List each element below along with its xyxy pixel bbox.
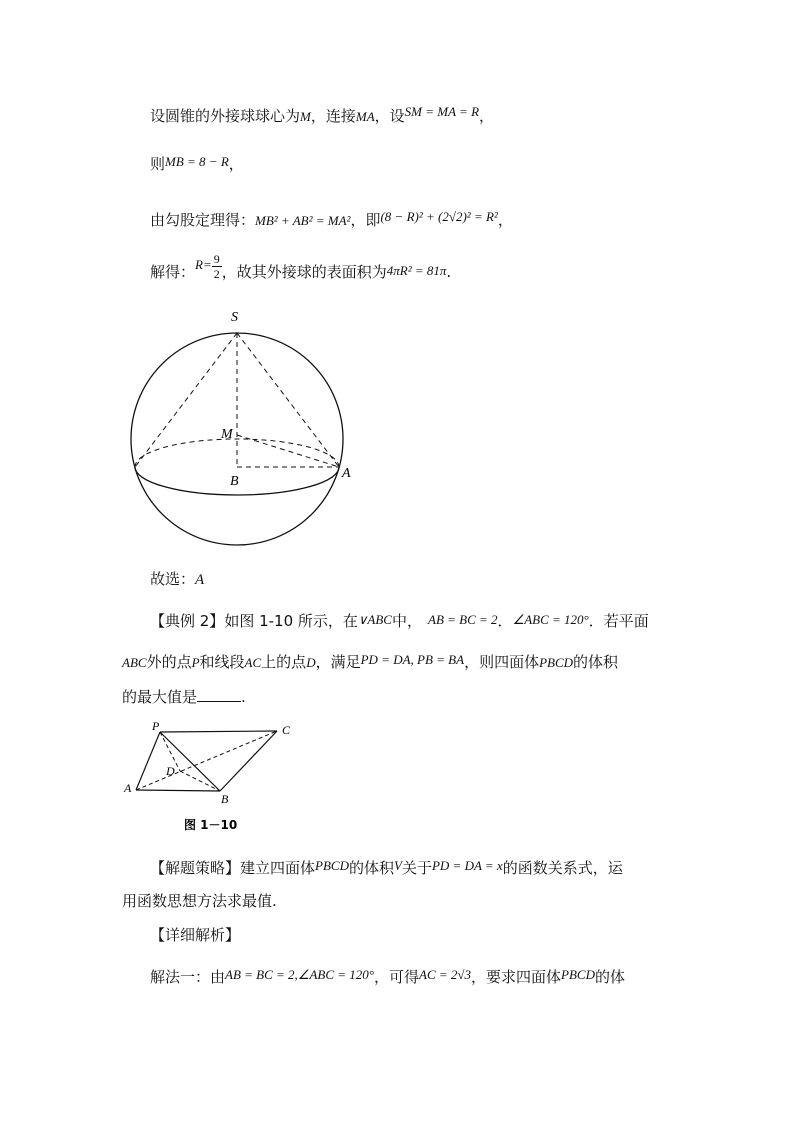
- math-eq-pythagoras: MB² + AB² = MA²: [255, 213, 351, 228]
- math-R: R=: [195, 257, 212, 272]
- strategy-tag: 【解题策略】: [150, 859, 241, 877]
- segment-M-A: [237, 435, 339, 467]
- text: ，: [479, 107, 495, 125]
- text: 解法一：由: [150, 968, 226, 986]
- math-AC: AC: [244, 655, 262, 670]
- figure-caption: 图 1－10: [184, 818, 238, 832]
- text: ．若平面: [588, 612, 649, 630]
- edge-S-left: [135, 333, 237, 467]
- text-line-4: [150, 252, 452, 287]
- math-PD-DA-x: PD = DA = x: [431, 858, 503, 873]
- text: 建立四面体: [240, 859, 316, 877]
- text: 的体积: [348, 859, 394, 877]
- edge-P-C: [160, 731, 277, 732]
- solution-line-1: [150, 965, 625, 990]
- text: ，则四面体: [464, 653, 540, 671]
- text: 用函数思想方法求最值.: [122, 892, 277, 910]
- label-D: D: [166, 764, 175, 778]
- math-eq-expanded: (8 − R)² + (2√2)² = R²: [380, 209, 498, 224]
- example-tag: 【典例 2】: [150, 612, 225, 630]
- math-P: P: [191, 655, 200, 670]
- math-PBCD: PBCD: [315, 858, 349, 873]
- text-line-1: [150, 104, 494, 129]
- text: ，: [497, 211, 513, 229]
- example-line-1: [150, 609, 649, 634]
- math-PD-DA-PB-BA: PD = DA, PB = BA: [360, 652, 465, 667]
- label-S: S: [231, 310, 238, 325]
- math-MA: MA: [355, 109, 375, 124]
- math-eq-MB: MB = 8 − R: [165, 154, 229, 169]
- edge-D-B: [180, 771, 220, 791]
- detail-tag: 【详细解析】: [150, 926, 241, 944]
- math-AB-BC: AB = BC = 2: [428, 612, 498, 627]
- text: 解得：: [150, 263, 196, 281]
- text: 的体积: [573, 653, 619, 671]
- edge-S-A: [237, 333, 339, 467]
- math-M: M: [300, 109, 311, 124]
- text: 中，: [391, 612, 422, 630]
- label-C: C: [282, 723, 291, 737]
- text: ，可得: [373, 968, 419, 986]
- text: 关于: [401, 859, 432, 877]
- text: ，设: [374, 107, 405, 125]
- fraction-9-2: [212, 252, 222, 281]
- math-eq-SM-MA-R: SM = MA = R: [404, 104, 480, 119]
- tetrahedron-figure: [120, 718, 310, 838]
- math-surface-area: 4πR² = 81π: [386, 263, 447, 278]
- text: 的最大值是: [122, 688, 198, 706]
- math-AC-value: AC = 2√3: [419, 967, 472, 982]
- detail-heading: [150, 923, 240, 947]
- text: ，要求四面体: [471, 968, 562, 986]
- math-PBCD: PBCD: [561, 967, 595, 982]
- sphere-cone-figure: [124, 305, 364, 555]
- text: ，满足: [315, 653, 361, 671]
- math-PBCD: PBCD: [539, 655, 574, 670]
- math-D: D: [306, 655, 316, 670]
- text-line-3: [150, 208, 513, 233]
- text: 设圆锥的外接球球心为: [150, 107, 301, 125]
- text: ．: [497, 612, 513, 630]
- text: 的体: [595, 968, 626, 986]
- text: 如图 1-10 所示，在: [224, 612, 358, 630]
- text: ，即: [350, 211, 381, 229]
- math-ABC: ABC: [122, 655, 147, 670]
- text: .: [446, 263, 452, 281]
- label-B: B: [221, 792, 229, 806]
- fraction-numerator: 9: [213, 252, 220, 266]
- strategy-line-2: [122, 889, 277, 913]
- label-B: B: [230, 474, 239, 489]
- answer-line: [150, 567, 204, 592]
- text: 上的点: [261, 653, 307, 671]
- edge-B-C: [220, 731, 277, 791]
- answer-blank: [197, 687, 241, 702]
- math-V: V: [394, 858, 402, 873]
- text: ，连接: [310, 107, 356, 125]
- example-line-2: [122, 650, 618, 675]
- label-A: A: [124, 781, 132, 795]
- edge-A-B: [136, 790, 220, 791]
- strategy-line-1: [150, 856, 623, 881]
- label-A: A: [342, 466, 351, 481]
- text: 由勾股定理得：: [150, 211, 256, 229]
- text-line-2: [150, 152, 244, 177]
- text: 外的点: [146, 653, 192, 671]
- edge-P-B: [160, 732, 220, 791]
- text: 则: [150, 155, 166, 173]
- fraction-denominator: 2: [213, 267, 220, 281]
- label-P: P: [152, 719, 160, 733]
- math-angle-ABC: ∠ABC = 120°: [512, 612, 589, 627]
- text: 故选：: [150, 570, 196, 588]
- math-triangle-ABC: ∨ABC: [357, 612, 392, 627]
- example-line-3: [122, 685, 246, 709]
- math-given: AB = BC = 2,∠ABC = 120°: [225, 967, 374, 982]
- text: ，: [228, 155, 244, 173]
- label-M: M: [221, 427, 233, 442]
- text: .: [241, 688, 246, 706]
- answer-value: A: [195, 572, 205, 588]
- text: ，故其外接球的表面积为: [221, 263, 387, 281]
- text: 和线段: [199, 653, 245, 671]
- text: 的函数关系式，运: [502, 859, 623, 877]
